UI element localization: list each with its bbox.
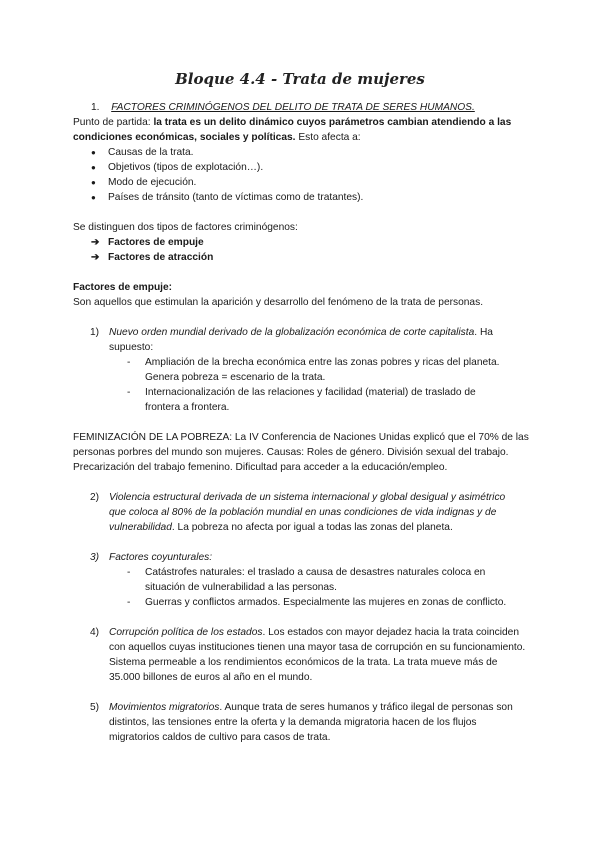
list-item: ● Modo de ejecución. <box>91 175 533 190</box>
types-list <box>73 235 533 265</box>
list-item: ● Países de tránsito (tanto de víctimas como de tratantes). <box>91 190 533 205</box>
item1-sublist <box>73 355 533 415</box>
numbered-item-2 <box>73 490 533 535</box>
document-body <box>73 100 533 745</box>
numbered-item-1 <box>73 325 533 355</box>
subsection-title: Factores de empuje: <box>73 282 173 293</box>
subsection-description: Son aquellos que estimulan la aparición y desarrollo del fenómeno de la trata de personas. <box>73 297 484 308</box>
item-number: 3) <box>90 552 100 563</box>
item-italic: Movimientos migratorios <box>109 702 220 713</box>
item-number: 1) <box>90 327 100 338</box>
list-item: - Guerras y conflictos armados. Especialmente las mujeres en zonas de conflicto. <box>127 595 513 610</box>
list-item: ● Objetivos (tipos de explotación…). <box>91 160 533 175</box>
heading-number: 1. <box>91 102 100 113</box>
item-italic: Corrupción política de los estados <box>109 627 263 638</box>
intro-lead: Punto de partida: <box>73 117 154 128</box>
item-number: 4) <box>90 627 100 638</box>
numbered-item-3 <box>73 550 533 565</box>
item-italic: Violencia estructural derivada de un sistema internacional y global desigual y asimétrico que coloca al 80% de la población mundial en unas condiciones de vida indignas y de vulnerabilidad <box>109 492 506 533</box>
numbered-item-4 <box>73 625 533 685</box>
feminizacion-paragraph: FEMINIZACIÓN DE LA POBREZA: La IV Conferencia de Naciones Unidas explicó que el 70% de las personas porbres del mundo son mujeres. Causas: Roles de género. División sexual del trabajo. Precarización del trabajo femenino. Dificultad para acceder a la educación/empleo. <box>73 432 529 473</box>
item-text: . La pobreza no afecta por igual a todas las zonas del planeta. <box>171 522 453 533</box>
types-intro: Se distinguen dos tipos de factores criminógenos: <box>73 222 298 233</box>
page-title: Bloque 4.4 - Trata de mujeres <box>175 70 425 88</box>
list-item: - Ampliación de la brecha económica entre las zonas pobres y ricas del planeta. Genera pobreza = escenario de la trata. <box>127 355 513 385</box>
item-text: . Ha supuesto: <box>109 327 493 353</box>
numbered-item-5 <box>73 700 533 745</box>
arrow-icon: ➔ <box>91 252 100 263</box>
list-item: ➔ Factores de atracción <box>91 252 214 263</box>
heading-text: FACTORES CRIMINÓGENOS DEL DELITO DE TRATA DE SERES HUMANOS. <box>111 102 475 113</box>
arrow-icon: ➔ <box>91 237 100 248</box>
item-italic: Factores coyunturales: <box>109 552 213 563</box>
list-item: ➔ Factores de empuje <box>91 237 204 248</box>
intro-tail: Esto afecta a: <box>295 132 361 143</box>
list-item: ● Causas de la trata. <box>91 145 533 160</box>
item-text: . Los estados con mayor dejadez hacia la trata coinciden con aquellos cuyas instituciones tienen una mayor tasa de corrupción en su funcionamiento. Sistema permeable a los rendimientos económicos de la trata. La trata mueve más de 35.000 billones de euros al año en el mundo. <box>109 627 526 683</box>
item-text: . Aunque trata de seres humanos y tráfico ilegal de personas son distintos, las tensiones entre la oferta y la demanda migratoria hacen de los flujos migratorios caldos de cultivo para casos de trata. <box>109 702 513 743</box>
item-number: 5) <box>90 702 100 713</box>
item-italic: Nuevo orden mundial derivado de la globalización económica de corte capitalista <box>109 327 475 338</box>
factors-list <box>73 145 533 205</box>
section-heading <box>73 100 533 115</box>
intro-bold: la trata es un delito dinámico cuyos parámetros cambian atendiendo a las condiciones económicas, sociales y políticas. <box>73 117 512 143</box>
list-item: - Internacionalización de las relaciones y facilidad (material) de traslado de frontera a frontera. <box>127 385 513 415</box>
intro-paragraph <box>73 115 533 145</box>
item3-sublist <box>73 565 533 610</box>
list-item: - Catástrofes naturales: el traslado a causa de desastres naturales coloca en situación de vulnerabilidad a las personas. <box>127 565 513 595</box>
item-number: 2) <box>90 492 100 503</box>
